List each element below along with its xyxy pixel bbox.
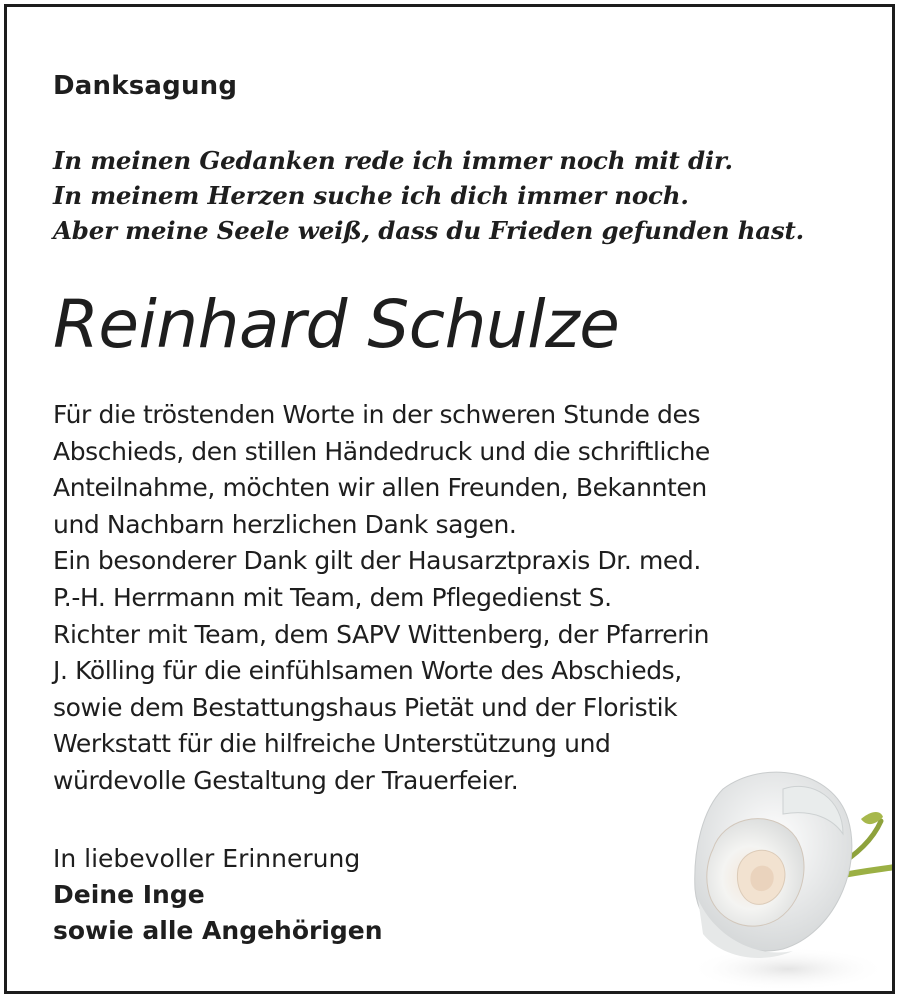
closing-remembrance: In liebevoller Erinnerung (53, 844, 361, 873)
signer-name: Deine Inge (53, 880, 205, 909)
text-line: sowie dem Bestattungshaus Pietät und der Floristik (53, 692, 678, 722)
text-line: Für die tröstenden Worte in der schweren Stunde des (53, 400, 701, 429)
text-line: würdevolle Gestaltung der Trauerfeier. (53, 765, 519, 795)
text-line: P.-H. Herrmann mit Team, dem Pflegedienst S. (53, 582, 612, 612)
obituary-notice (4, 4, 895, 994)
white-rose-icon (683, 759, 895, 994)
signer-family: sowie alle Angehörigen (53, 916, 383, 945)
acknowledgement-text (53, 397, 863, 800)
deceased-name: Reinhard Schulze (53, 286, 620, 363)
text-line: und Nachbarn herzlichen Dank sagen. (53, 509, 517, 539)
text-line: Werkstatt für die hilfreiche Unterstützung und (53, 729, 611, 759)
text-line: Ein besonderer Dank gilt der Hausarztpraxis Dr. med. (53, 546, 701, 576)
text-line: Anteilnahme, möchten wir allen Freunden, Bekannten (53, 473, 707, 503)
closing-signature (53, 841, 383, 949)
poem-verse (53, 143, 804, 248)
poem-line: In meinem Herzen suche ich dich immer noch. (53, 181, 689, 210)
text-line: Richter mit Team, dem SAPV Wittenberg, der Pfarrerin (53, 619, 710, 649)
text-line: Abschieds, den stillen Händedruck und die schriftliche (53, 436, 710, 466)
notice-heading: Danksagung (53, 71, 238, 101)
poem-line: Aber meine Seele weiß, dass du Frieden gefunden hast. (53, 216, 804, 245)
text-line: J. Kölling für die einfühlsamen Worte des Abschieds, (53, 656, 682, 686)
poem-line: In meinen Gedanken rede ich immer noch mit dir. (53, 146, 733, 175)
